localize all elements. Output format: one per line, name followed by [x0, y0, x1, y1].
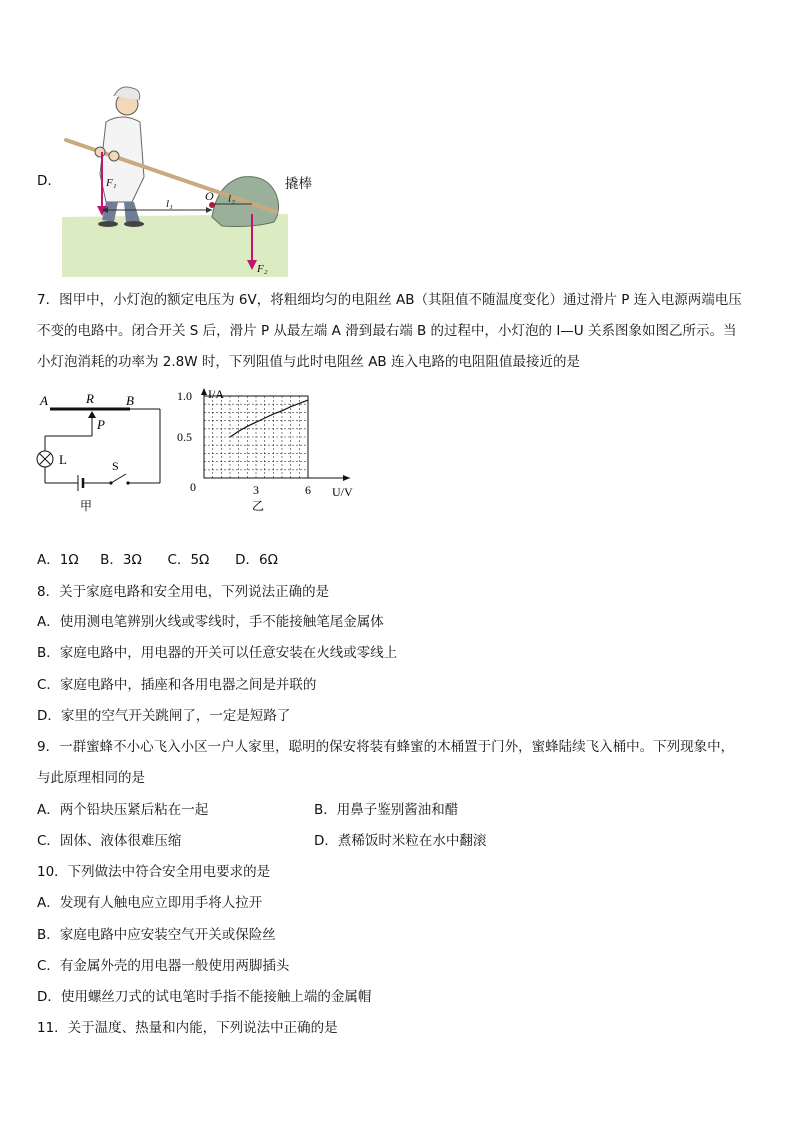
- q7-options: [37, 551, 278, 569]
- circuit-label-l: L: [59, 452, 67, 467]
- circuit-label-p: P: [97, 417, 105, 432]
- q8-option-a[interactable]: A．使用测电笔辨别火线或零线时，手不能接触笔尾金属体: [37, 614, 384, 630]
- y-tick-label: 0.5: [177, 430, 192, 444]
- crowbar-lever-illustration: [62, 82, 288, 277]
- q7-option-d[interactable]: D．6Ω: [235, 552, 278, 568]
- y-axis-label: I/A: [208, 387, 224, 401]
- q6-option-d-label: D.: [37, 173, 52, 189]
- circuit-label-r: R: [86, 391, 94, 406]
- q9-option-d[interactable]: D．煮稀饭时米粒在水中翻滚: [314, 833, 487, 849]
- q7-text-line-3: 小灯泡消耗的功率为 2.8W 时，下列阻值与此时电阻丝 AB 连入电路的电阻阻值最接近的是: [37, 354, 580, 370]
- x-axis-label: U/V: [332, 485, 353, 499]
- q7-option-c[interactable]: C．5Ω: [167, 552, 210, 568]
- l1-label: l₁: [166, 198, 173, 210]
- q9-option-a[interactable]: A．两个铅块压紧后粘在一起: [37, 802, 209, 818]
- q9-stem-line-2: 与此原理相同的是: [37, 770, 145, 786]
- l2-label: l₂: [228, 193, 235, 205]
- q10-option-b[interactable]: B．家庭电路中应安装空气开关或保险丝: [37, 927, 276, 943]
- circuit-caption: 甲: [80, 499, 93, 513]
- circuit-label-s: S: [112, 459, 119, 473]
- q11-stem: 11．关于温度、热量和内能，下列说法中正确的是: [37, 1020, 338, 1036]
- iu-curve: [230, 400, 308, 437]
- circuit-label-b: B: [126, 393, 134, 408]
- graph-grid: [204, 396, 308, 478]
- graph-caption: 乙: [252, 499, 265, 513]
- q7-text-line-1: 7．图甲中，小灯泡的额定电压为 6V，将粗细均匀的电阻丝 AB（其阻值不随温度变化）通过滑片 P 连入电源两端电压: [37, 292, 742, 308]
- circuit-diagram: [30, 388, 170, 518]
- q7-text-line-2: 不变的电路中。闭合开关 S 后，滑片 P 从最左端 A 滑到最右端 B 的过程中，小灯泡的 I—U 关系图象如图乙所示。当: [37, 323, 737, 339]
- iu-graph: [170, 384, 370, 516]
- q10-stem: 10．下列做法中符合安全用电要求的是: [37, 864, 271, 880]
- x-tick-label: 6: [305, 483, 311, 497]
- f1-label: F₁: [106, 177, 117, 189]
- q10-option-a[interactable]: A．发现有人触电应立即用手将人拉开: [37, 895, 263, 911]
- q8-option-b[interactable]: B．家庭电路中，用电器的开关可以任意安装在火线或零线上: [37, 645, 398, 661]
- q6-figure-caption: 撬棒: [285, 176, 312, 192]
- q9-option-c[interactable]: C．固体、液体很难压缩: [37, 833, 182, 849]
- circuit-label-a: A: [40, 393, 48, 408]
- q7-option-a[interactable]: A．1Ω: [37, 552, 79, 568]
- q8-stem: 8．关于家庭电路和安全用电，下列说法正确的是: [37, 584, 330, 600]
- q8-option-d[interactable]: D．家里的空气开关跳闸了，一定是短路了: [37, 708, 291, 724]
- q9-option-b[interactable]: B．用鼻子鉴别酱油和醋: [314, 802, 459, 818]
- f2-label: F₂: [257, 263, 268, 275]
- origin-label: 0: [190, 480, 196, 494]
- fulcrum-o-label: O: [205, 189, 214, 203]
- q10-option-d[interactable]: D．使用螺丝刀式的试电笔时手指不能接触上端的金属帽: [37, 989, 372, 1005]
- q8-option-c[interactable]: C．家庭电路中，插座和各用电器之间是并联的: [37, 677, 317, 693]
- q9-stem-line-1: 9．一群蜜蜂不小心飞入小区一户人家里，聪明的保安将装有蜂蜜的木桶置于门外，蜜蜂陆续飞入桶中。下列现象中，: [37, 739, 735, 755]
- y-tick-label: 1.0: [177, 389, 192, 403]
- q10-option-c[interactable]: C．有金属外壳的用电器一般使用两脚插头: [37, 958, 290, 974]
- q7-option-b[interactable]: B．3Ω: [100, 552, 142, 568]
- x-tick-label: 3: [253, 483, 259, 497]
